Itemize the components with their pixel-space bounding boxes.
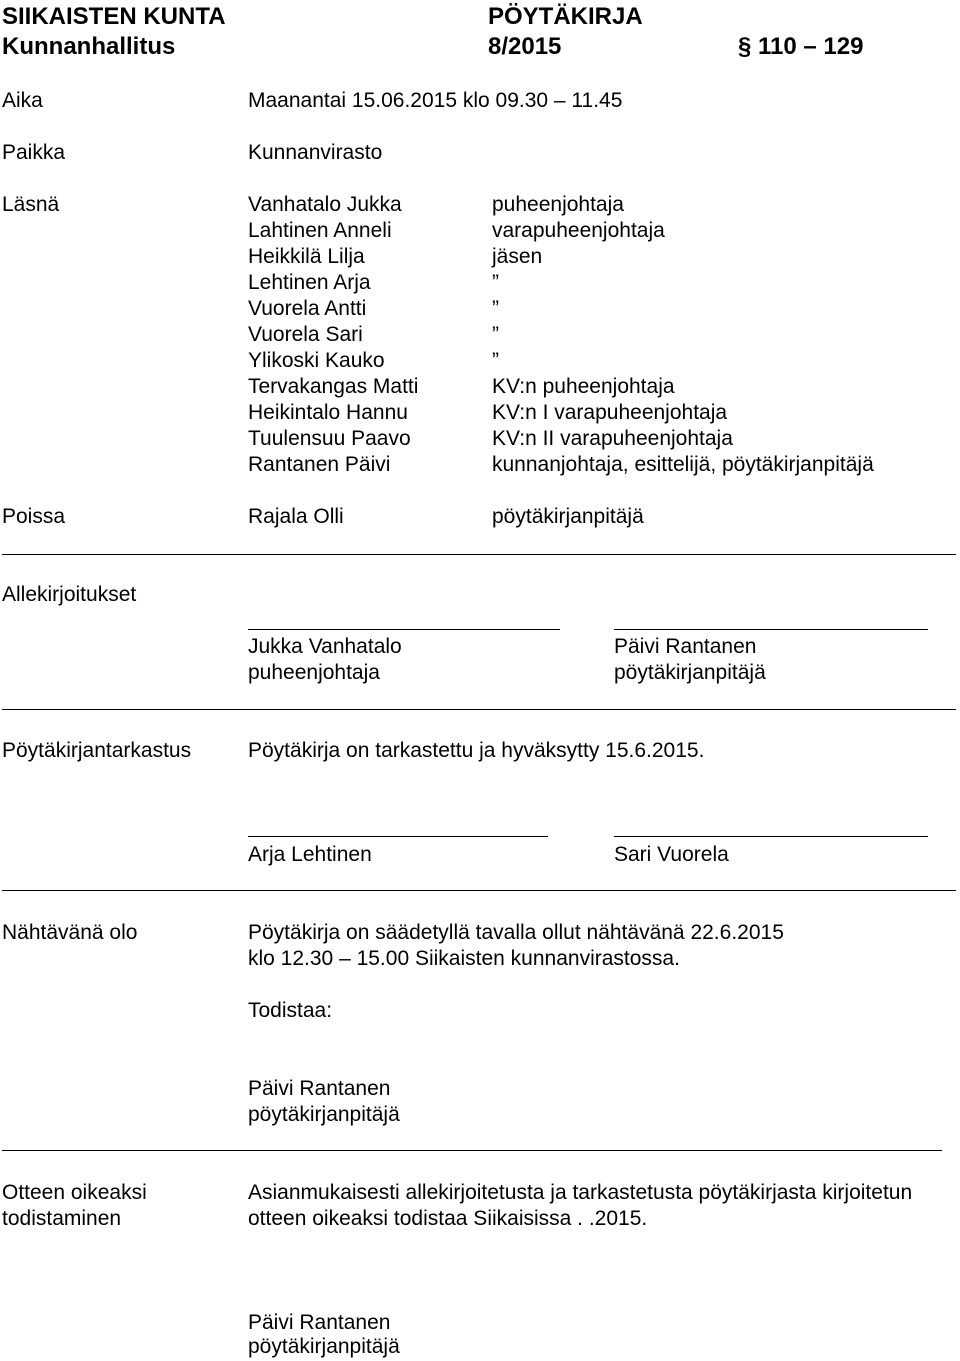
certification-text-line: otteen oikeaksi todistaa Siikaisissa . .2015. bbox=[248, 1207, 648, 1230]
time-value: Maanantai 15.06.2015 klo 09.30 – 11.45 bbox=[248, 89, 623, 112]
member-name: Tervakangas Matti bbox=[248, 375, 419, 398]
reviewer-name: Sari Vuorela bbox=[614, 843, 729, 866]
reviewer-name: Arja Lehtinen bbox=[248, 843, 372, 866]
secretary-signer-name: Päivi Rantanen bbox=[614, 635, 757, 658]
divider bbox=[2, 1150, 942, 1151]
place-value: Kunnanvirasto bbox=[248, 141, 383, 164]
display-text-line: klo 12.30 – 15.00 Siikaisten kunnanvirastossa. bbox=[248, 947, 680, 970]
member-role: ” bbox=[492, 323, 499, 346]
section-range: § 110 – 129 bbox=[738, 33, 864, 60]
time-label: Aika bbox=[2, 89, 43, 112]
attest-label: Todistaa: bbox=[248, 999, 333, 1022]
governing-body: Kunnanhallitus bbox=[2, 33, 176, 60]
certifier-name: Päivi Rantanen bbox=[248, 1311, 391, 1334]
member-name: Ylikoski Kauko bbox=[248, 349, 385, 372]
chair-signer-role: puheenjohtaja bbox=[248, 661, 380, 684]
member-name: Heikkilä Lilja bbox=[248, 245, 365, 268]
member-role: kunnanjohtaja, esittelijä, pöytäkirjanpitäjä bbox=[492, 453, 874, 476]
absent-role: pöytäkirjanpitäjä bbox=[492, 505, 644, 528]
display-text-line: Pöytäkirja on säädetyllä tavalla ollut nähtävänä 22.6.2015 bbox=[248, 921, 784, 944]
member-role: ” bbox=[492, 297, 499, 320]
divider bbox=[2, 709, 956, 710]
divider bbox=[2, 554, 956, 555]
attest-signer-name: Päivi Rantanen bbox=[248, 1077, 391, 1100]
attest-signer-role: pöytäkirjanpitäjä bbox=[248, 1103, 400, 1126]
member-role: ” bbox=[492, 271, 499, 294]
member-role: ” bbox=[492, 349, 499, 372]
signatures-label: Allekirjoitukset bbox=[2, 583, 137, 606]
review-label: Pöytäkirjantarkastus bbox=[2, 739, 192, 762]
member-role: KV:n puheenjohtaja bbox=[492, 375, 675, 398]
meeting-number: 8/2015 bbox=[488, 33, 562, 60]
divider bbox=[2, 890, 956, 891]
certification-text-line: Asianmukaisesti allekirjoitetusta ja tarkastetusta pöytäkirjasta kirjoitetun bbox=[248, 1181, 913, 1204]
member-name: Heikintalo Hannu bbox=[248, 401, 408, 424]
certifier-role: pöytäkirjanpitäjä bbox=[248, 1335, 400, 1358]
member-name: Vanhatalo Jukka bbox=[248, 193, 402, 216]
review-text: Pöytäkirja on tarkastettu ja hyväksytty 15.6.2015. bbox=[248, 739, 705, 762]
certification-label: todistaminen bbox=[2, 1207, 122, 1230]
member-name: Tuulensuu Paavo bbox=[248, 427, 411, 450]
signature-line bbox=[248, 836, 548, 837]
signature-line bbox=[614, 629, 928, 630]
member-name: Vuorela Sari bbox=[248, 323, 363, 346]
chair-signer-name: Jukka Vanhatalo bbox=[248, 635, 402, 658]
member-name: Rantanen Päivi bbox=[248, 453, 391, 476]
member-name: Lahtinen Anneli bbox=[248, 219, 392, 242]
member-role: KV:n I varapuheenjohtaja bbox=[492, 401, 728, 424]
member-role: KV:n II varapuheenjohtaja bbox=[492, 427, 733, 450]
certification-label: Otteen oikeaksi bbox=[2, 1181, 147, 1204]
member-role: puheenjohtaja bbox=[492, 193, 624, 216]
signature-line bbox=[248, 629, 560, 630]
member-name: Lehtinen Arja bbox=[248, 271, 371, 294]
member-role: varapuheenjohtaja bbox=[492, 219, 665, 242]
signature-line bbox=[614, 836, 928, 837]
place-label: Paikka bbox=[2, 141, 66, 164]
document-type: PÖYTÄKIRJA bbox=[488, 3, 643, 30]
member-name: Vuorela Antti bbox=[248, 297, 367, 320]
member-role: jäsen bbox=[492, 245, 543, 268]
display-label: Nähtävänä olo bbox=[2, 921, 138, 944]
municipality-name: SIIKAISTEN KUNTA bbox=[2, 3, 226, 30]
secretary-signer-role: pöytäkirjanpitäjä bbox=[614, 661, 766, 684]
present-label: Läsnä bbox=[2, 193, 60, 216]
absent-label: Poissa bbox=[2, 505, 66, 528]
absent-name: Rajala Olli bbox=[248, 505, 344, 528]
